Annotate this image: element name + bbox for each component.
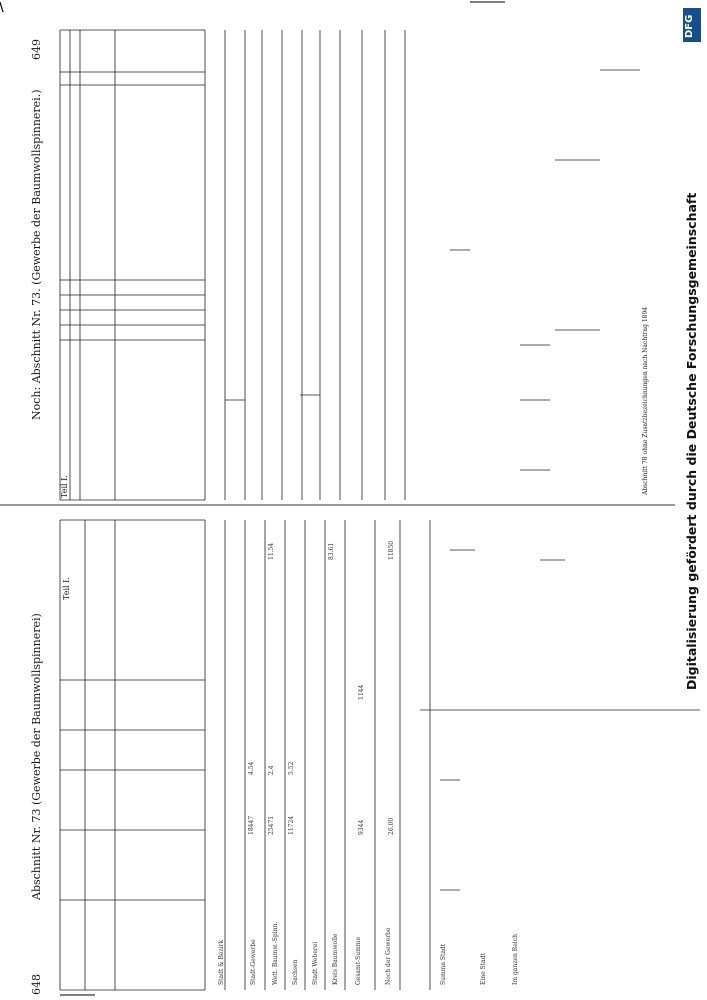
top-page-header: Noch: Abschnitt Nr. 73. (Gewerbe der Baumwollspinnerei.) — [30, 89, 43, 420]
table-value: 18447 — [248, 815, 255, 835]
table-value: 83.61 — [328, 542, 335, 560]
row-label: Stadt Weberei — [312, 941, 319, 985]
row-label: Eine Stadt — [480, 953, 487, 985]
bottom-page-header: Abschnitt Nr. 73 (Gewerbe der Baumwollspinnerei) — [30, 613, 43, 900]
table-value: 4.54 — [248, 761, 255, 775]
row-label: Sachsen — [292, 959, 299, 985]
row-label: Gesamt-Summe — [355, 936, 362, 985]
row-label: Summa Stadt — [440, 943, 447, 985]
digitization-banner: Digitalisierung gefördert durch die Deutsche Forschungsgemeinschaft — [684, 192, 699, 690]
top-page-number: 649 — [30, 39, 43, 60]
bottom-page-number: 648 — [30, 974, 43, 995]
row-label: Stadt & Bezirk — [218, 939, 225, 985]
row-label: Im ganzen Reich — [512, 934, 519, 985]
table-value: 1144 — [358, 684, 365, 700]
table-value: 26.00 — [388, 817, 395, 835]
row-label: Noch der Gewerbe — [385, 927, 392, 985]
table-value: 11.54 — [268, 542, 275, 560]
table-value: 5.52 — [288, 761, 295, 775]
table-value: 9344 — [358, 819, 365, 835]
top-footnote: Abschnitt 78 ohne Zusatzbezeichnungen nach Nachtrag 1894 — [642, 306, 649, 495]
bottom-sheet-label: Teil I. — [62, 577, 71, 600]
table-value: 11724 — [288, 815, 295, 835]
table-value: 11850 — [388, 540, 395, 560]
table-value: 25471 — [268, 815, 275, 835]
dfg-logo: DFG — [683, 8, 701, 42]
row-label: Kreis Baumwolle — [332, 933, 339, 985]
table-value: 2.4 — [268, 765, 275, 775]
row-label: Wett. Baumw.-Spinn. — [272, 921, 279, 985]
row-label: Stadt-Gewerbe — [250, 939, 257, 985]
top-sheet-label: Teil I. — [60, 475, 69, 498]
